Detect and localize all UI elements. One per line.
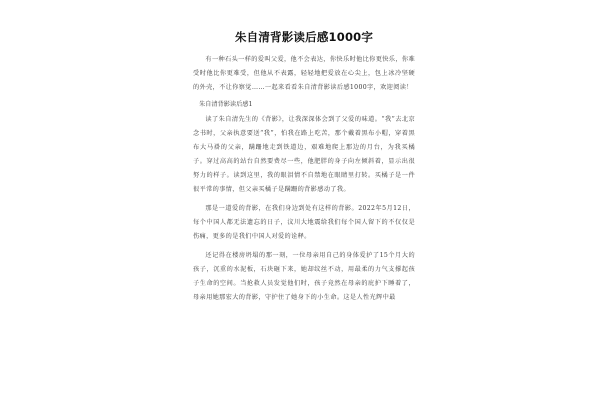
document-title: 朱自清背影读后感1000字	[234, 30, 374, 44]
intro-paragraph: 有一种石头一样的爱叫父爱，他不会表达，你快乐时他比你更快乐，你难受时他比你更难受，但他从不表露，轻轻地把爱放在心尖上，包上冰冷坚硬的外壳，不让你察觉……一起来看看朱自清背影读后感1000字，欢迎阅读！	[193, 56, 415, 91]
body-paragraph-1: 读了朱自清先生的《背影》，让我深深体会到了父爱的味道。“我”去北京念书时，父亲执意要送“我”，怕我在路上吃苦，那个戴着黑布小帽，穿着黑布大马褂的父亲，蹒跚地走到铁道边，艰难地爬上那边的月台，为我买橘子。穿过高高的站台自然要费尽一些，他肥胖的身子向左倾斜着，显示出很努力的样子。读到这里，我的眼泪情不自禁地在眼睛里打转。买橘子是一件很平常的事情，但父亲买橘子是蹒跚的背影感动了我。	[193, 116, 415, 193]
document-page	[193, 30, 415, 400]
body-paragraph-3: 还记得在楼房坍塌的那一刻，一位母亲用自己的身体爱护了15个月大的孩子，沉重的水泥板，石块砸下来，她却纹丝不动，用最柔的力气支撑起孩子生命的空间。当抢救人员发觉他们时，孩子竟然在母亲的庇护下睡着了，母亲用她那宏大的背影，守护住了她身下的小生命。这是人性光辉中最	[193, 252, 415, 301]
section-heading: 朱自清背影读后感1	[199, 101, 253, 108]
body-paragraph-2: 那是一道爱的背影，在我们身边到处有这样的背影。2022年5月12日，每个中国人都无法遗忘的日子，汶川大地震给我们每个国人留下的不仅仅是伤痛，更多的是我们中国人对爱的诠释。	[193, 205, 415, 240]
